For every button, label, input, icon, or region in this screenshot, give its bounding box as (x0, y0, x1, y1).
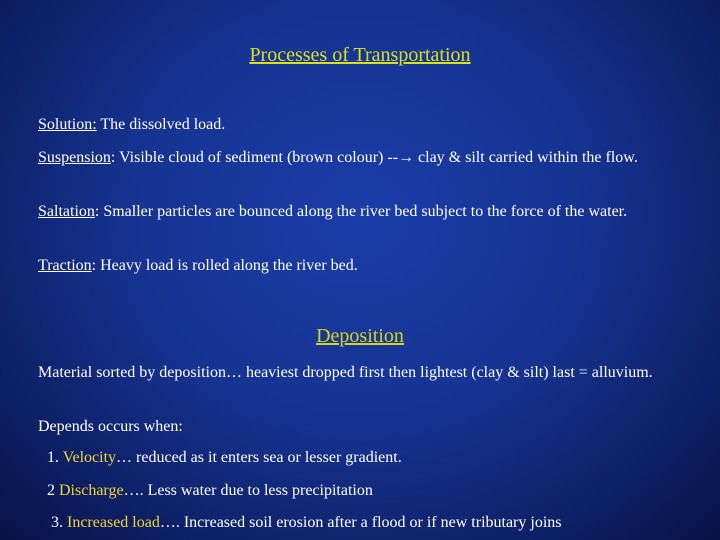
suspension-paragraph (38, 147, 678, 168)
list-item-number: 3. (51, 514, 67, 531)
list-item-term: Increased load (67, 514, 160, 531)
traction-text: : Heavy load is rolled along the river bed. (91, 257, 358, 274)
suspension-term: Suspension (38, 149, 111, 166)
solution-paragraph (38, 114, 678, 135)
list-item-text: …. Less water due to less precipitation (123, 482, 373, 499)
list-item-text: … reduced as it enters sea or lesser gradient. (116, 449, 402, 466)
traction-term: Traction (38, 257, 92, 274)
saltation-term: Saltation (38, 203, 95, 220)
list-item-number: 2 (47, 482, 59, 499)
list-item-increased-load (51, 514, 562, 532)
list-item-discharge (47, 482, 373, 500)
list-item-velocity (47, 449, 402, 467)
list-item-term: Velocity (62, 449, 117, 466)
suspension-text: : Visible cloud of sediment (brown colour) --→ clay & silt carried within the flow. (110, 149, 638, 166)
solution-term: Solution: (38, 116, 97, 133)
saltation-text: : Smaller particles are bounced along the river bed subject to the force of the water. (94, 203, 628, 220)
list-item-term: Discharge (59, 482, 124, 499)
list-item-number: 1. (47, 449, 63, 466)
deposition-title: Deposition (316, 325, 404, 347)
deposition-paragraph: Material sorted by deposition… heaviest dropped first then lightest (clay & silt) last = alluvium. (38, 364, 653, 381)
traction-paragraph (38, 255, 678, 276)
solution-text: The dissolved load. (96, 116, 226, 133)
saltation-paragraph (38, 201, 678, 222)
list-item-text: …. Increased soil erosion after a flood or if new tributary joins (159, 514, 562, 531)
slide-title: Processes of Transportation (249, 44, 471, 66)
depends-paragraph: Depends occurs when: (38, 418, 183, 435)
